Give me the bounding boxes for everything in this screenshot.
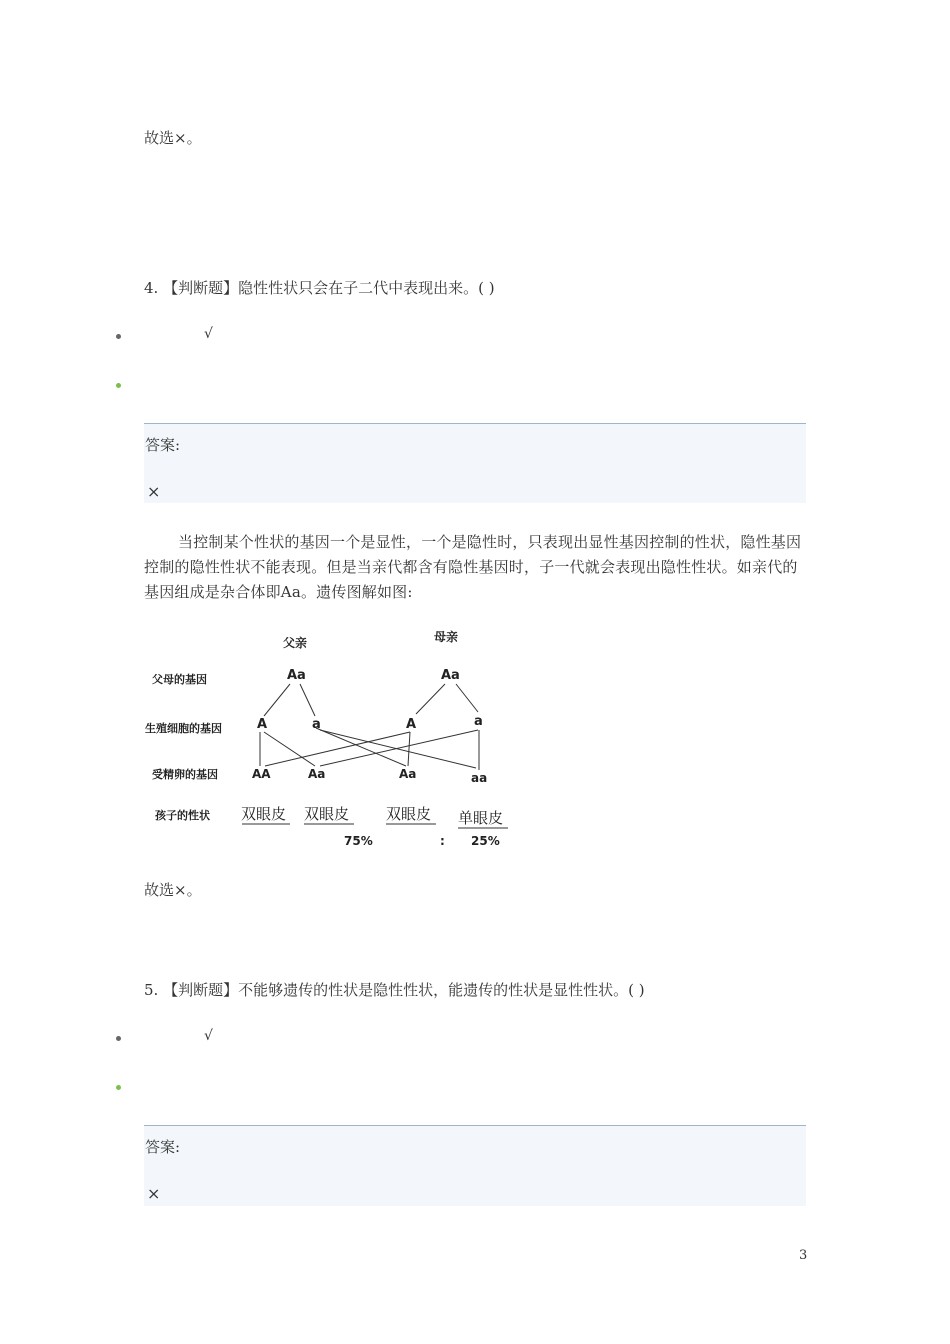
trait-2: 双眼皮 — [304, 805, 350, 823]
trait-4: 单眼皮 — [458, 809, 504, 827]
option-true-mark[interactable]: √ — [204, 326, 213, 342]
trait-3: 双眼皮 — [386, 805, 432, 823]
mother-label: 母亲 — [434, 630, 459, 644]
father-genotype: Aa — [287, 668, 306, 683]
answer-value: × — [147, 1184, 161, 1203]
mother-gamete-A: A — [406, 717, 417, 732]
option-true-mark[interactable]: √ — [204, 1028, 213, 1044]
question-5-text: 5. 【判断题】不能够遗传的性状是隐性性状，能遗传的性状是显性性状。( ) — [144, 981, 645, 999]
answer-value: × — [147, 482, 161, 501]
mother-gamete-a: a — [474, 714, 483, 729]
answer-box-q4 — [144, 423, 806, 503]
option-bullet-selected-icon — [116, 383, 121, 388]
zygote-Aa-2: Aa — [399, 767, 417, 781]
ratio-separator: : — [440, 834, 445, 848]
row-label-gamete-genes: 生殖细胞的基因 — [145, 722, 222, 735]
zygote-aa: aa — [471, 771, 488, 785]
option-bullet-selected-icon — [116, 1085, 121, 1090]
question-4-text: 4. 【判断题】隐性性状只会在子二代中表现出来。( ) — [144, 279, 495, 297]
conclusion-text: 故选×。 — [144, 129, 202, 147]
trait-1: 双眼皮 — [241, 805, 287, 823]
answer-box-q5 — [144, 1125, 806, 1206]
row-label-parent-genes: 父母的基因 — [152, 673, 207, 686]
father-gamete-a: a — [312, 717, 321, 732]
option-bullet-icon — [116, 334, 121, 339]
father-gamete-A: A — [257, 717, 268, 732]
mother-genotype: Aa — [441, 668, 460, 683]
answer-label: 答案: — [145, 1138, 181, 1156]
ratio-dominant: 75% — [344, 834, 373, 848]
option-bullet-icon — [116, 1036, 121, 1041]
page-number: 3 — [799, 1248, 808, 1263]
conclusion-text-q4: 故选×。 — [144, 881, 202, 899]
father-label: 父亲 — [283, 636, 308, 650]
answer-label: 答案: — [145, 436, 181, 454]
row-label-child-traits: 孩子的性状 — [155, 809, 210, 822]
zygote-Aa-1: Aa — [308, 767, 326, 781]
inheritance-diagram — [140, 620, 520, 852]
zygote-AA: AA — [252, 767, 271, 781]
row-label-zygote-genes: 受精卵的基因 — [152, 768, 218, 781]
explanation-paragraph: 当控制某个性状的基因一个是显性，一个是隐性时，只表现出显性基因控制的性状，隐性基因控制的隐性性状不能表现。但是当亲代都含有隐性基因时，子一代就会表现出隐性性状。如亲代的基因组成是杂合体即Aa。遗传图解如图: — [144, 533, 802, 601]
ratio-recessive: 25% — [471, 834, 500, 848]
